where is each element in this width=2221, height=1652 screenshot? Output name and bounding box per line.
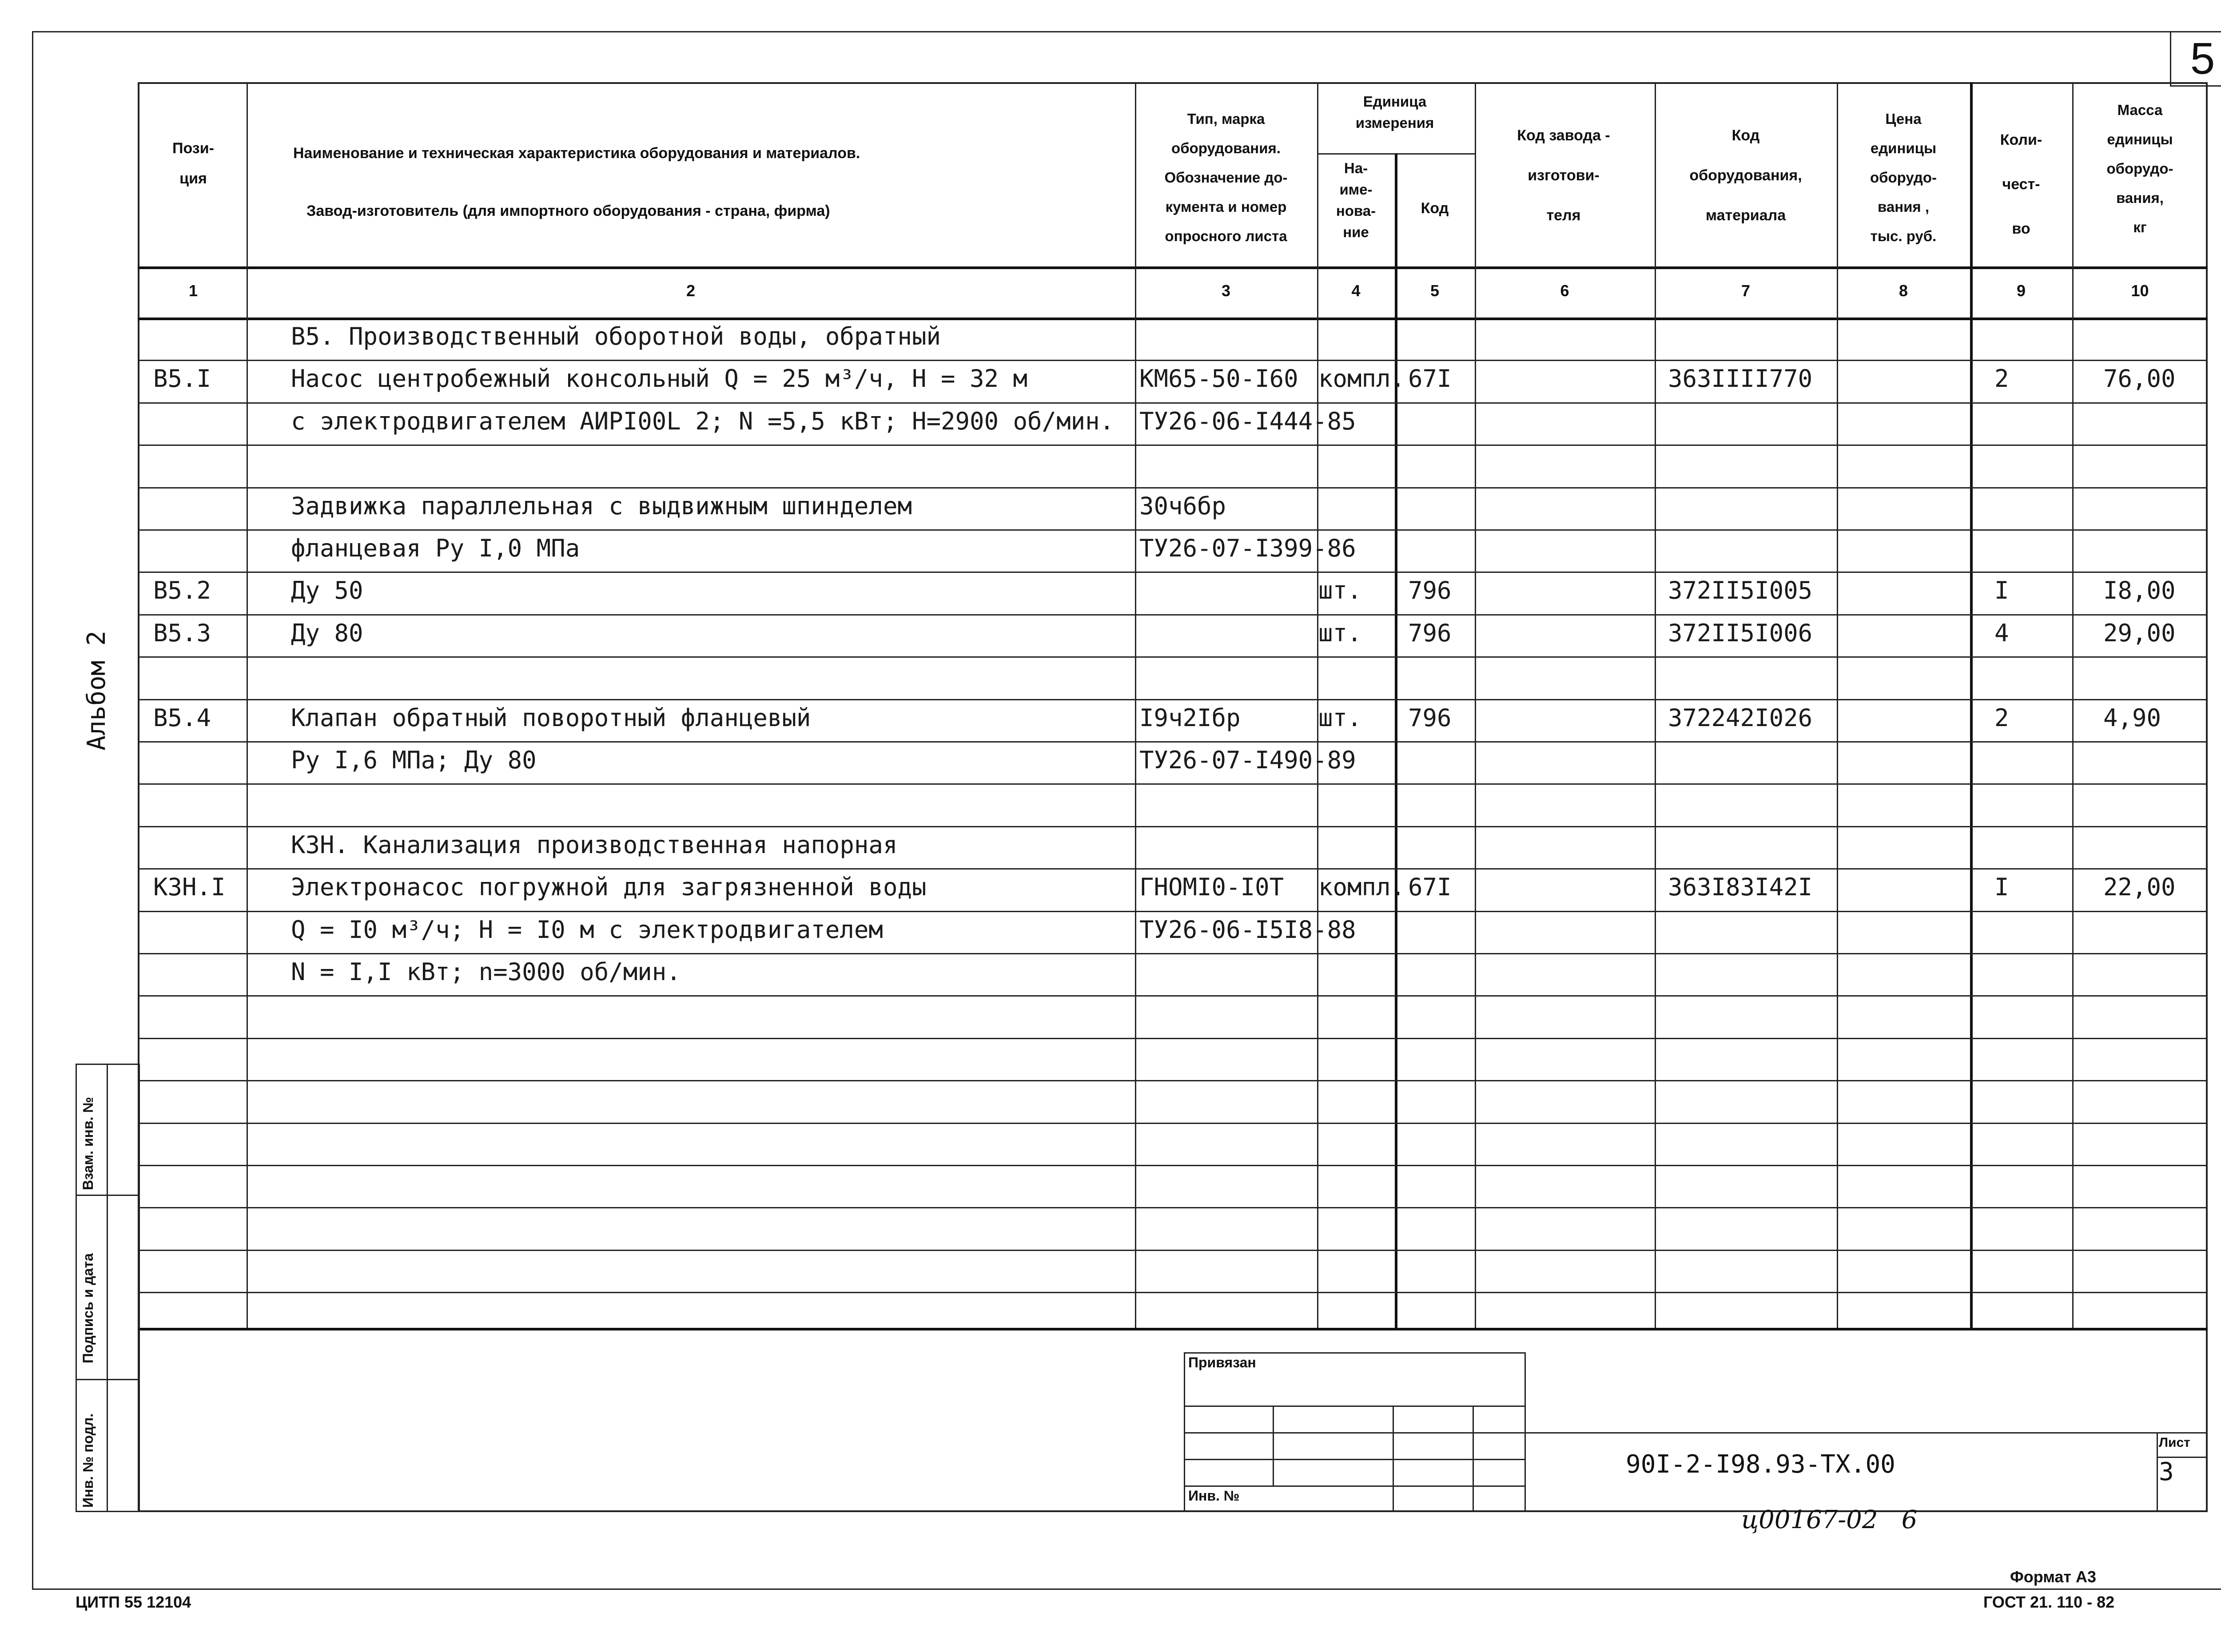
mass-cell: I8,00 [2103,576,2176,604]
header-position: Пози- ция [172,140,214,187]
grid-line [1395,153,1397,1328]
grid-line [138,572,2208,573]
title-block-line [2157,1432,2158,1512]
grid-line [1837,82,1838,1328]
header-mass: Масса единицы оборудо- вания, кг [2106,102,2173,235]
title-block-line [1184,1432,1526,1434]
grid-line [138,402,2208,404]
grid-line [247,82,248,1328]
name-cell: Ду 50 [291,576,363,604]
name-cell: К3Н. Канализация производственная напорная [291,831,898,859]
position-cell: В5.3 [153,619,211,647]
side-stamp-divider [76,1379,140,1380]
position-cell: В5.4 [153,704,211,732]
handwritten-note: ц00167-02 6 [1741,1505,1918,1534]
unit-code-cell: 796 [1408,619,1452,647]
column-number: 1 [188,282,198,300]
equipment-code-cell: 363I83I42I [1668,873,1813,901]
grid-line [138,1207,2208,1208]
mass-cell: 76,00 [2103,365,2176,393]
name-cell: Задвижка параллельная с выдвижным шпинделем [291,492,912,520]
mass-cell: 4,90 [2103,704,2161,732]
list-number: 3 [2159,1457,2174,1486]
type-cell: ТУ26-07-I490-89 [1139,746,1356,774]
name-cell: с электродвигателем АИРI00L 2; N =5,5 кВт; Н=2900 об/мин. [291,407,1114,435]
title-block-line [1184,1485,1526,1487]
sheet-number: 5 [2190,34,2215,83]
side-stamp-replacement: Взам. инв. № [80,1097,96,1190]
title-block-line [1473,1406,1474,1512]
side-stamp-divider [76,1195,140,1196]
grid-line [138,1292,2208,1293]
grid-line [138,783,2208,785]
grid-line [138,266,2208,269]
column-number: 4 [1351,282,1361,300]
quantity-cell: 2 [1994,365,2009,393]
column-number: 3 [1221,282,1231,300]
header-equipment-code: Код оборудования, материала [1689,127,1802,224]
header-unit-code: Код [1421,200,1449,217]
name-cell: фланцевая Pу I,0 МПа [291,534,580,562]
title-block-line [1273,1406,1274,1485]
header-unit-name: На- име- нова- ние [1336,160,1376,240]
title-block-line [1393,1406,1394,1512]
grid-line [138,1080,2208,1081]
unit-code-cell: 67I [1408,365,1452,393]
grid-line [138,1250,2208,1251]
album-label: Альбом 2 [82,631,111,751]
unit-cell: шт. [1318,619,1362,647]
header-type: Тип, марка оборудования. Обозначение до- кумента и номер опросного листа [1164,111,1288,244]
column-number: 9 [2016,282,2026,300]
type-cell: ГНОМI0-I0Т [1139,873,1284,901]
name-cell: Клапан обратный поворотный фланцевый [291,704,811,732]
mass-cell: 22,00 [2103,873,2176,901]
position-cell: В5.2 [153,576,211,604]
grid-line [138,614,2208,616]
document-code: 90I-2-I98.93-ТХ.00 [1626,1450,1895,1479]
column-number: 8 [1899,282,1908,300]
unit-code-cell: 796 [1408,704,1452,732]
mass-cell: 29,00 [2103,619,2176,647]
name-cell: Q = I0 м³/ч; Н = I0 м с электродвигателем [291,916,883,944]
grid-line [138,699,2208,700]
inv-no-label: Инв. № [1188,1488,1240,1504]
column-number: 7 [1741,282,1751,300]
grid-line [1655,82,1656,1328]
quantity-cell: 4 [1994,619,2009,647]
column-number: 2 [686,282,696,300]
unit-code-cell: 796 [1408,576,1452,604]
side-stamp-original: Инв. № подл. [80,1413,96,1508]
equipment-code-cell: 372242I026 [1668,704,1813,732]
grid-line [138,1123,2208,1124]
column-number: 5 [1430,282,1440,300]
unit-cell: шт. [1318,704,1362,732]
format-label: Формат А3 [2010,1568,2097,1586]
grid-line [138,995,2208,997]
grid-line [1970,82,1973,1328]
title-block-line [1184,1459,1526,1460]
name-cell: Насос центробежный консольный Q = 25 м³/ч, Н = 32 м [291,365,1028,393]
unit-code-cell: 67I [1408,873,1452,901]
privyazan-label: Привязан [1188,1354,1256,1370]
grid-line [138,656,2208,658]
name-cell: Электронасос погружной для загрязненной воды [291,873,927,901]
type-cell: I9ч2Iбр [1139,704,1241,732]
header-unit: Единица измерения [1355,93,1434,131]
header-plant-code: Код завода - изготови- теля [1517,127,1610,224]
unit-cell: компл. [1318,365,1405,393]
grid-line [138,826,2208,827]
grid-line [138,445,2208,446]
side-stamp-signature: Подпись и дата [80,1253,96,1363]
grid-line [138,318,2208,320]
unit-cell: шт. [1318,576,1362,604]
side-stamp-divider [107,1064,108,1512]
name-cell: N = I,I кВт; n=3000 об/мин. [291,958,681,986]
equipment-code-cell: 372II5I006 [1668,619,1813,647]
column-number: 10 [2131,282,2149,300]
grid-line [138,360,2208,361]
grid-line [138,1165,2208,1166]
position-cell: В5.I [153,365,211,393]
unit-cell: компл. [1318,873,1405,901]
header-price: Цена единицы оборудо- вания , тыс. руб. [1870,111,1937,244]
grid-line [138,953,2208,954]
position-cell: К3Н.I [153,873,226,901]
grid-line [2072,82,2074,1328]
type-cell: ТУ26-07-I399-86 [1139,534,1356,562]
quantity-cell: 2 [1994,704,2009,732]
name-cell: Ду 80 [291,619,363,647]
header-quantity: Коли- чест- во [2000,131,2042,237]
grid-line [138,868,2208,870]
equipment-code-cell: 372II5I005 [1668,576,1813,604]
name-cell: Pу I,6 МПа; Ду 80 [291,746,537,774]
type-cell: ТУ26-06-I444-85 [1139,407,1356,435]
gost-label: ГОСТ 21. 110 - 82 [1983,1593,2115,1611]
grid-line [138,911,2208,912]
grid-line [138,1328,2208,1330]
list-label: Лист [2159,1435,2190,1450]
grid-line [1135,82,1136,1328]
type-cell: ТУ26-06-I5I8-88 [1139,916,1356,944]
citp-label: ЦИТП 55 12104 [76,1593,191,1611]
quantity-cell: I [1994,576,2009,604]
grid-line [138,1038,2208,1039]
grid-line [138,487,2208,488]
grid-line [138,529,2208,531]
equipment-code-cell: 363IIII770 [1668,365,1813,393]
grid-line [138,741,2208,743]
name-cell: В5. Производственный оборотной воды, обратный [291,322,941,350]
quantity-cell: I [1994,873,2009,901]
title-block-line [1526,1432,2208,1434]
header-name: Наименование и техническая характеристика оборудования и материалов. Завод-изготовитель (для импортного оборудования - страна, фирма) [293,145,860,219]
title-block-line [1184,1406,1526,1407]
grid-line [1475,82,1476,1328]
type-cell: КМ65-50-I60 [1139,365,1298,393]
type-cell: 30ч6бр [1139,492,1226,520]
column-number: 6 [1560,282,1569,300]
